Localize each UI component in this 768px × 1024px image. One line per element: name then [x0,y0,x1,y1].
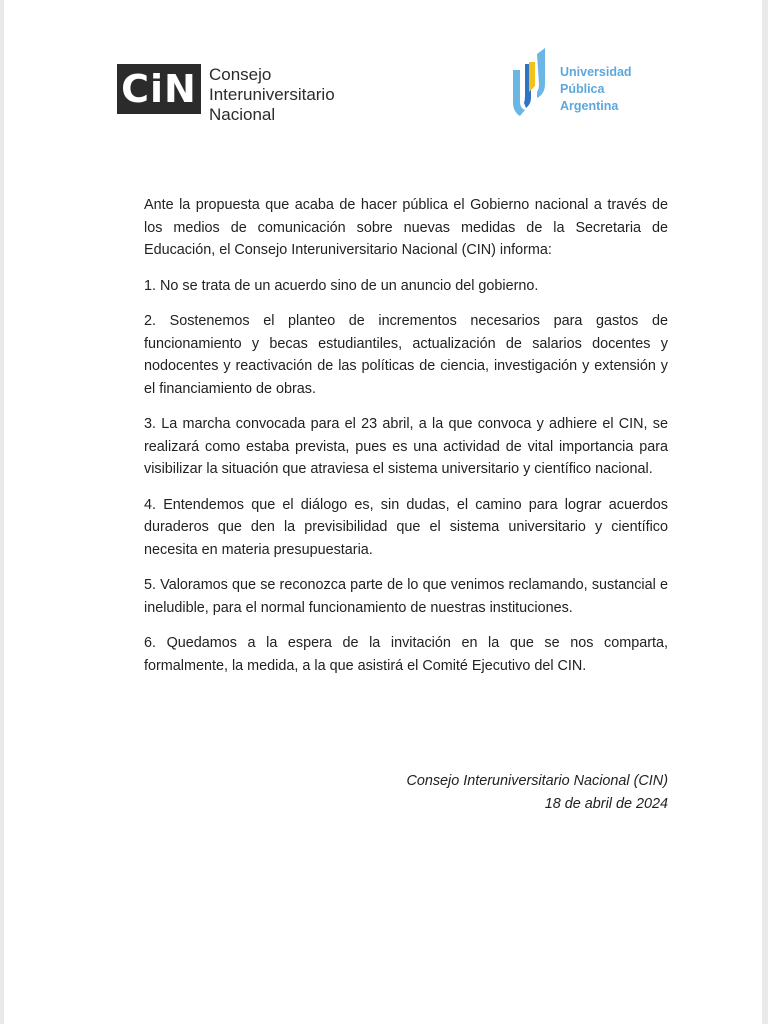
cin-logo-mark: CiN [117,64,201,114]
upa-logo-line: Pública [560,82,605,96]
statement-point: 4. Entendemos que el diálogo es, sin dudas, el camino para lograr acuerdos duraderos que den la previsibilidad que el sistema universitario y científico necesita en materia presupuestaria. [144,496,668,558]
upa-logo-line: Universidad [560,65,632,79]
universidad-publica-logo [511,48,632,118]
universidad-publica-text [560,64,632,115]
cin-logo-line: Interuniversitario [209,85,335,104]
signature-organization: Consejo Interuniversitario Nacional (CIN) [406,773,668,789]
signature-date: 18 de abril de 2024 [544,796,668,812]
statement-point: 5. Valoramos que se reconozca parte de lo que venimos reclamando, sustancial e ineludible, para el normal funcionamiento de nuestras instituciones. [144,577,668,616]
cin-logo-line: Consejo [209,65,272,84]
signature-block [304,770,668,816]
statement-intro: Ante la propuesta que acaba de hacer pública el Gobierno nacional a través de los medios de comunicación sobre nuevas medidas de la Secretaria de Educación, el Consejo Interuniversitario Nacional (CIN) informa: [144,197,668,258]
statement-point: 2. Sostenemos el planteo de incrementos necesarios para gastos de funcionamiento y becas estudiantiles, actualización de salarios docentes y nodocentes y reactivación de las políticas de ciencia, investigación y extensión y el financiamiento de obras. [144,313,668,397]
cin-logo [117,64,335,125]
statement-body [144,194,668,690]
statement-point: 1. No se trata de un acuerdo sino de un anuncio del gobierno. [144,277,539,294]
cin-logo-line: Nacional [209,105,276,124]
document-page [4,0,762,1024]
upa-logo-line: Argentina [560,99,619,113]
statement-point: 6. Quedamos a la espera de la invitación en la que se nos comparta, formalmente, la medida, a la que asistirá el Comité Ejecutivo del CIN. [144,635,668,674]
universidad-publica-mark-icon [511,48,555,118]
cin-logo-text [209,65,335,125]
statement-point: 3. La marcha convocada para el 23 abril, a la que convoca y adhiere el CIN, se realizará como estaba prevista, pues es una actividad de vital importancia para visibilizar la situación que atraviesa el sistema universitario y científico nacional. [144,416,668,477]
